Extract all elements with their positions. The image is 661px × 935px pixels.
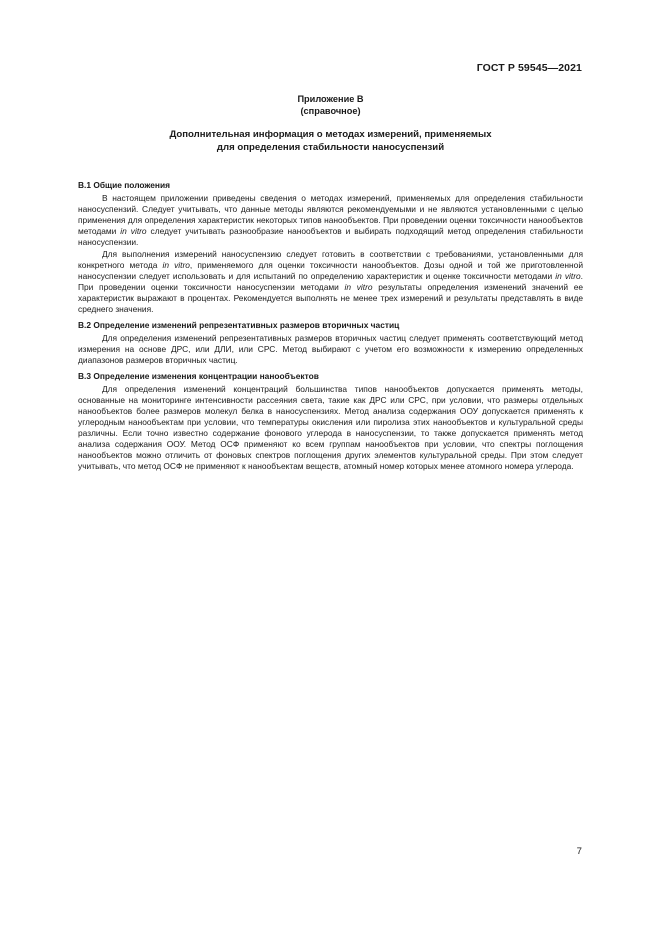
standard-code: ГОСТ Р 59545—2021 xyxy=(476,62,582,74)
section-b2-paragraph-1: Для определения изменений репрезентативных размеров вторичных частиц следует применять соответствующий метод измерения на основе ДРС, или ДЛИ, или СРС. Метод выбирают с учетом его возможности к измерению определенных диапазонов размеров вторичных частиц. xyxy=(78,333,583,365)
text-run: следует учитывать разнообразие нанообъектов и выбирать подходящий метод определения стабильности наносуспензии. xyxy=(78,226,583,247)
annex-subtitle: (справочное) xyxy=(300,106,361,116)
section-b3-heading: В.3 Определение изменения концентрации нанообъектов xyxy=(78,371,319,381)
text-run: В настоящем приложении приведены сведения о методах измерений, применяемых для определения стабильности наносуспензий. Следует учитывать, что данные методы являются рекомендуемыми и не являются установленными с целью применения для определения характеристик некоторых типов нанообъектов. При проведении оценки токсичности нанообъектов методами xyxy=(78,193,583,236)
italic-term: in vitro xyxy=(120,226,147,236)
section-b1-body xyxy=(78,193,583,315)
text-run: результаты определения изменений значений ее характеристик выражают в процентах. Рекомендуется выполнять не менее трех измерений и результаты представлять в виде среднего значения. xyxy=(78,282,584,314)
annex-title: Приложение В xyxy=(297,94,364,104)
text-run: Для выполнения измерений наносуспензию следует готовить в соответствии с требованиями, установленными для конкретного метода xyxy=(78,249,583,270)
page-number: 7 xyxy=(576,846,582,857)
italic-term: in vitro xyxy=(344,282,373,292)
section-b1-paragraph-2 xyxy=(78,249,583,315)
document-title-line-2: для определения стабильности наносуспензий xyxy=(216,142,445,153)
page-content xyxy=(78,93,583,472)
section-b1-heading: В.1 Общие положения xyxy=(78,180,171,190)
section-b3-body xyxy=(78,384,583,472)
text-run: . При проведении оценки токсичности наносуспензии методами xyxy=(78,271,583,292)
document-title-line-1: Дополнительная информация о методах измерений, применяемых xyxy=(169,129,492,140)
text-run: , применяемого для оценки токсичности нанообъектов. Дозы одной и той же приготовленной наносуспензии следует использовать и для испытаний по определению характеристик и оценке токсичности методами xyxy=(78,260,583,281)
section-b2-heading: В.2 Определение изменений репрезентативных размеров вторичных частиц xyxy=(78,320,400,330)
section-b2-body xyxy=(78,333,583,366)
italic-term: in vitro xyxy=(555,271,581,281)
document-title xyxy=(78,128,583,154)
section-b1-paragraph-1 xyxy=(78,193,583,248)
section-b3-paragraph-1: Для определения изменений концентраций большинства типов нанообъектов допускается применять методы, основанные на мониторинге интенсивности рассеяния света, такие как ДРС или СРС, при условии, что размеры отдельных нанообъектов более размеров молекул белка в наносуспензиях. Метод анализа содержания ООУ допускается применять к углеродным нанообъектам при условии, что температуры окисления или пиролиза этих нанообъектов и культуральной среды различны. Если точно известно содержание фонового углерода в наносуспензии, то также допускается применять метод анализа содержания ООУ. Метод ОСФ применяют ко всем группам нанообъектов при условии, что спектры поглощения нанообъектов можно отличить от фоновых спектров поглощения других элементов культуральной среды. При этом следует учитывать, что метод ОСФ не применяют к нанообъектам веществ, атомный номер которых менее атомного номера углерода. xyxy=(78,384,583,471)
italic-term: in vitro xyxy=(162,260,190,270)
